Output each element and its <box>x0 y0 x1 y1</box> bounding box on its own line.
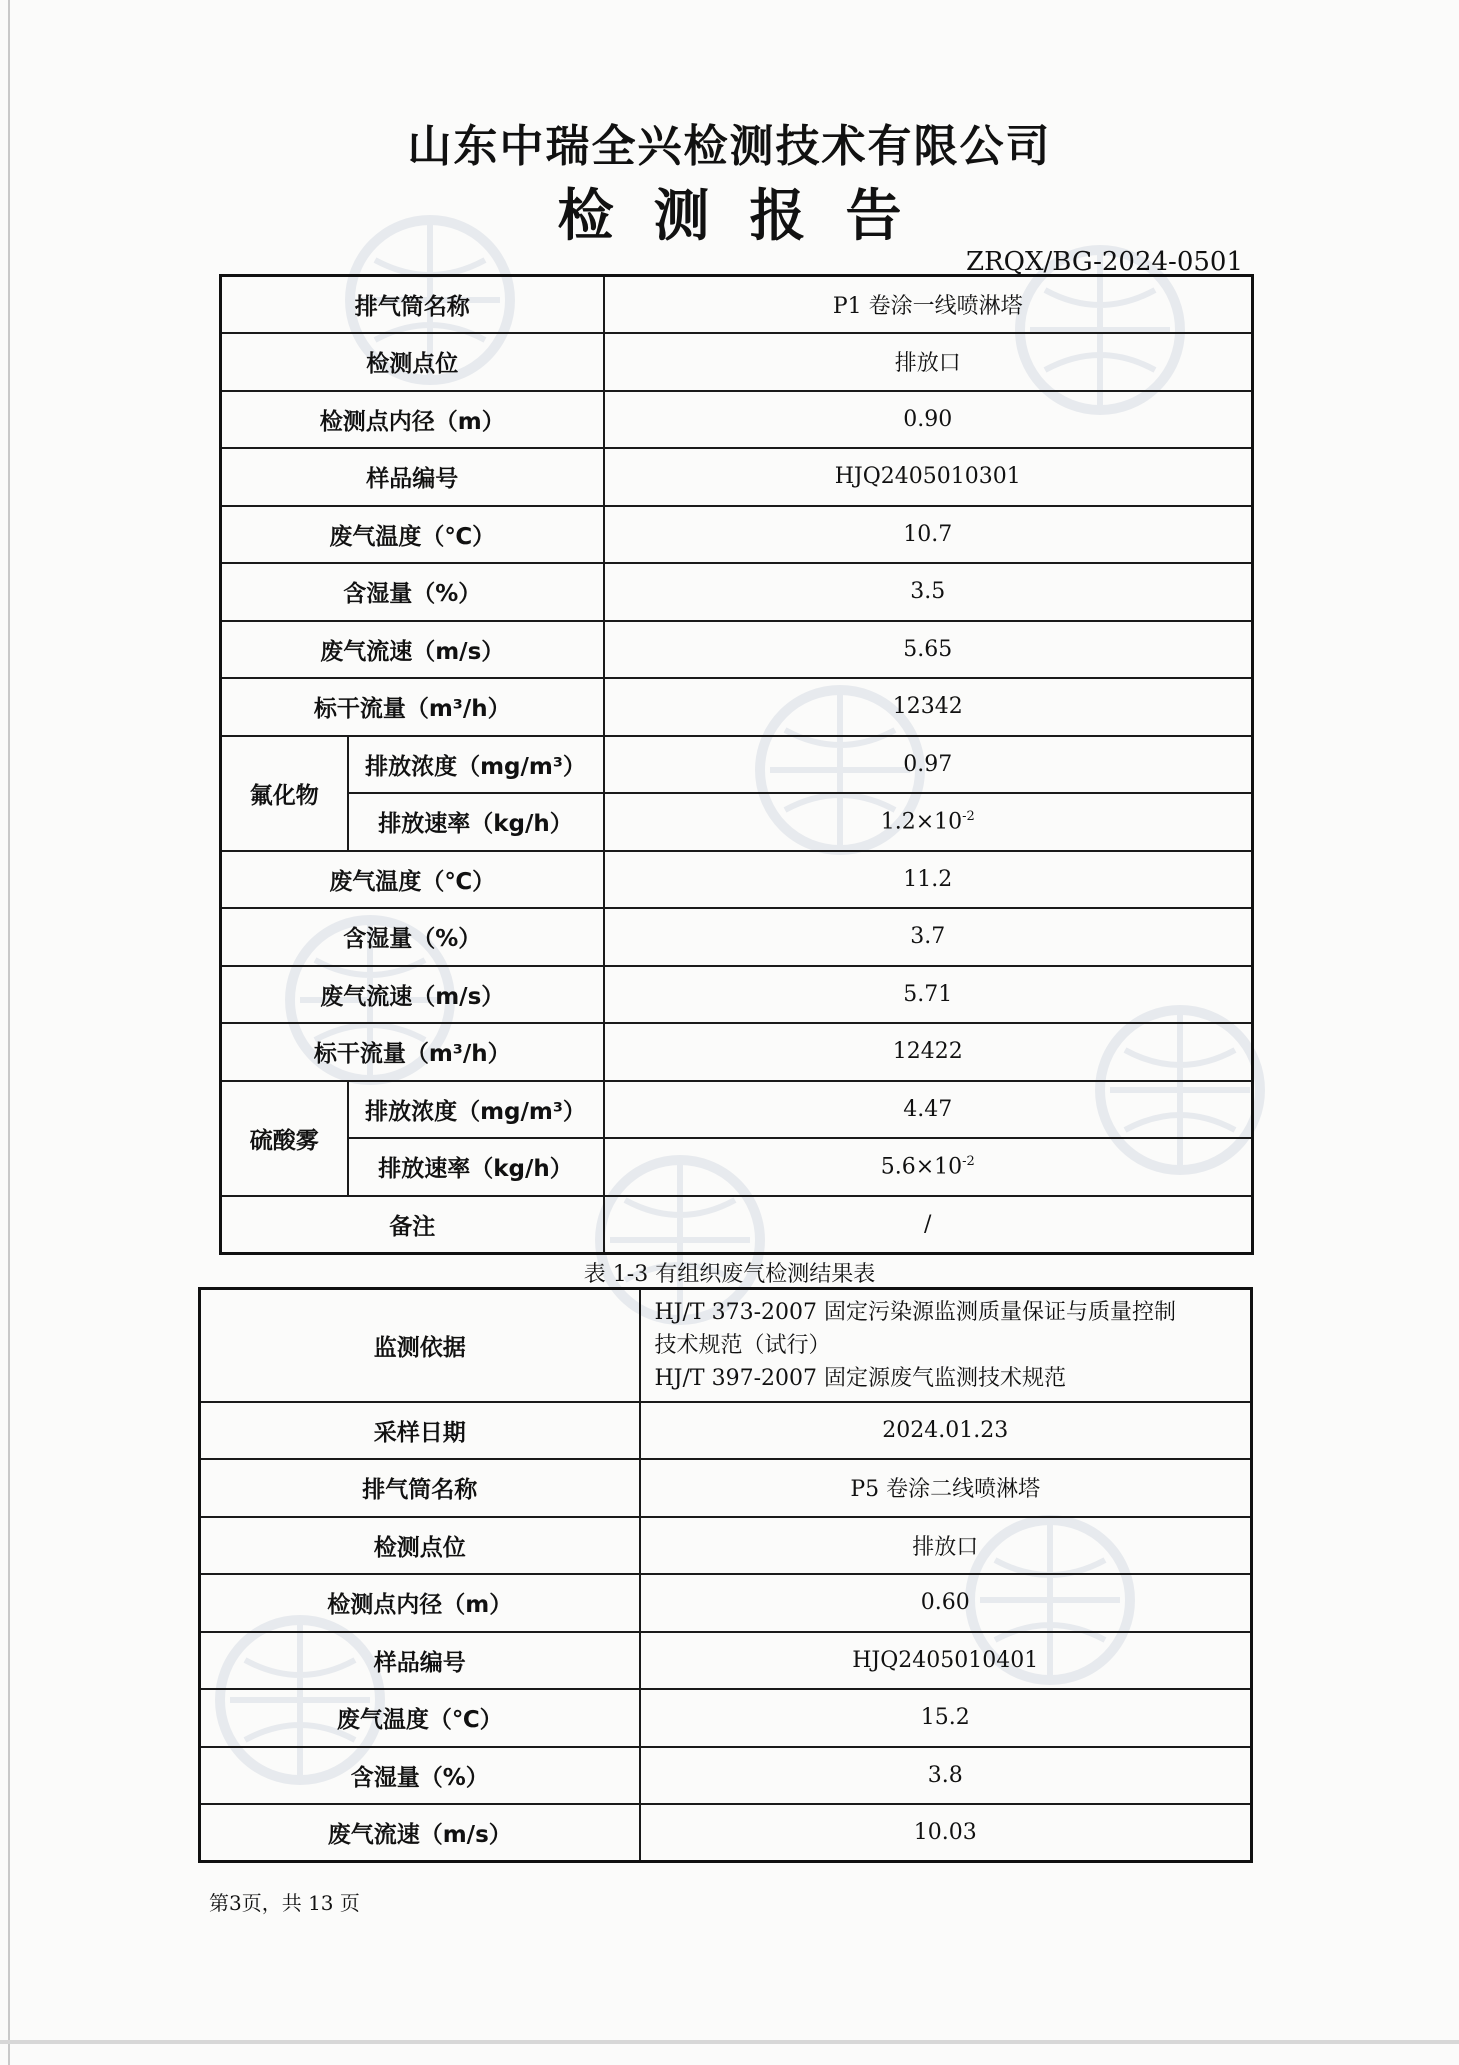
diameter-value: 0.60 <box>640 1574 1252 1632</box>
temp-label: 废气温度（℃） <box>200 1689 640 1747</box>
table-row <box>200 1459 1252 1517</box>
diameter-value: 0.90 <box>604 391 1253 449</box>
basis-label: 监测依据 <box>200 1289 640 1402</box>
page-bottom-edge <box>0 2040 1459 2044</box>
basis-line: HJ/T 397-2007 固定源废气监测技术规范 <box>654 1365 1066 1391</box>
flow-value: 12342 <box>604 678 1253 736</box>
table-row <box>200 1804 1252 1862</box>
stack-name-label: 排气筒名称 <box>200 1459 640 1517</box>
table-row <box>221 506 1253 564</box>
table-row <box>221 391 1253 449</box>
basis-line: 技术规范（试行） <box>654 1332 831 1358</box>
table-row <box>221 908 1253 966</box>
emission-rate-label: 排放速率（kg/h） <box>348 1138 604 1196</box>
table-row <box>200 1632 1252 1690</box>
velocity-label: 废气流速（m/s） <box>221 621 604 679</box>
flow-label: 标干流量（m³/h） <box>221 678 604 736</box>
table-row <box>221 793 1253 851</box>
remark-value: / <box>604 1196 1253 1254</box>
date-value: 2024.01.23 <box>640 1402 1252 1460</box>
temp-value: 11.2 <box>604 851 1253 909</box>
moisture-value: 3.5 <box>604 563 1253 621</box>
flow-label: 标干流量（m³/h） <box>221 1023 604 1081</box>
emission-rate-label: 排放速率（kg/h） <box>348 793 604 851</box>
point-label: 检测点位 <box>221 333 604 391</box>
basis-value <box>640 1289 1252 1402</box>
basis-line: HJ/T 373-2007 固定污染源监测质量保证与质量控制 <box>654 1299 1176 1325</box>
stack-name-value: P1 卷涂一线喷淋塔 <box>604 276 1253 334</box>
company-name: 山东中瑞全兴检测技术有限公司 <box>407 121 1052 172</box>
moisture-label: 含湿量（%） <box>200 1747 640 1805</box>
table-row <box>221 966 1253 1024</box>
concentration-label: 排放浓度（mg/m³） <box>348 736 604 794</box>
table-caption: 表 1-3 有组织废气检测结果表 <box>583 1262 876 1287</box>
concentration-value: 0.97 <box>604 736 1253 794</box>
table-row <box>221 678 1253 736</box>
concentration-value: 4.47 <box>604 1081 1253 1139</box>
rate-base: 1.2×10 <box>880 809 963 835</box>
temp-value: 15.2 <box>640 1689 1252 1747</box>
table-row <box>221 276 1253 334</box>
page-left-edge <box>8 0 10 2065</box>
emission-rate-value <box>604 793 1253 851</box>
moisture-label: 含湿量（%） <box>221 563 604 621</box>
sample-label: 样品编号 <box>221 448 604 506</box>
sample-value: HJQ2405010401 <box>640 1632 1252 1690</box>
report-number: ZRQX/BG-2024-0501 <box>966 247 1243 277</box>
table-row <box>221 448 1253 506</box>
table-row <box>200 1689 1252 1747</box>
pollutant-fluoride: 氟化物 <box>221 736 348 851</box>
velocity-label: 废气流速（m/s） <box>221 966 604 1024</box>
report-title: 检测报告 <box>557 184 942 249</box>
flow-value: 12422 <box>604 1023 1253 1081</box>
table-row <box>200 1574 1252 1632</box>
point-value: 排放口 <box>640 1517 1252 1575</box>
results-table-p5 <box>198 1287 1253 1863</box>
temp-label: 废气温度（℃） <box>221 851 604 909</box>
temp-label: 废气温度（℃） <box>221 506 604 564</box>
table-row <box>221 1023 1253 1081</box>
velocity-value: 10.03 <box>640 1804 1252 1862</box>
sample-value: HJQ2405010301 <box>604 448 1253 506</box>
moisture-label: 含湿量（%） <box>221 908 604 966</box>
diameter-label: 检测点内径（m） <box>200 1574 640 1632</box>
table-row <box>221 333 1253 391</box>
table-row <box>221 621 1253 679</box>
rate-exponent: -2 <box>962 1154 975 1170</box>
results-table-p1 <box>219 274 1254 1255</box>
date-label: 采样日期 <box>200 1402 640 1460</box>
table-row <box>221 1196 1253 1254</box>
velocity-value: 5.65 <box>604 621 1253 679</box>
table-row <box>200 1747 1252 1805</box>
table-row <box>200 1402 1252 1460</box>
point-label: 检测点位 <box>200 1517 640 1575</box>
table-row <box>221 1138 1253 1196</box>
page-footer: 第3页，共 13 页 <box>209 1891 360 1915</box>
table-row <box>200 1517 1252 1575</box>
pollutant-sulfuric-mist: 硫酸雾 <box>221 1081 348 1196</box>
velocity-value: 5.71 <box>604 966 1253 1024</box>
rate-base: 5.6×10 <box>880 1154 963 1180</box>
table-row <box>221 563 1253 621</box>
diameter-label: 检测点内径（m） <box>221 391 604 449</box>
moisture-value: 3.8 <box>640 1747 1252 1805</box>
temp-value: 10.7 <box>604 506 1253 564</box>
emission-rate-value <box>604 1138 1253 1196</box>
moisture-value: 3.7 <box>604 908 1253 966</box>
table-row <box>221 1081 1253 1139</box>
table-row <box>200 1289 1252 1402</box>
table-row <box>221 736 1253 794</box>
concentration-label: 排放浓度（mg/m³） <box>348 1081 604 1139</box>
velocity-label: 废气流速（m/s） <box>200 1804 640 1862</box>
sample-label: 样品编号 <box>200 1632 640 1690</box>
stack-name-label: 排气筒名称 <box>221 276 604 334</box>
point-value: 排放口 <box>604 333 1253 391</box>
remark-label: 备注 <box>221 1196 604 1254</box>
rate-exponent: -2 <box>962 809 975 825</box>
stack-name-value: P5 卷涂二线喷淋塔 <box>640 1459 1252 1517</box>
table-row <box>221 851 1253 909</box>
